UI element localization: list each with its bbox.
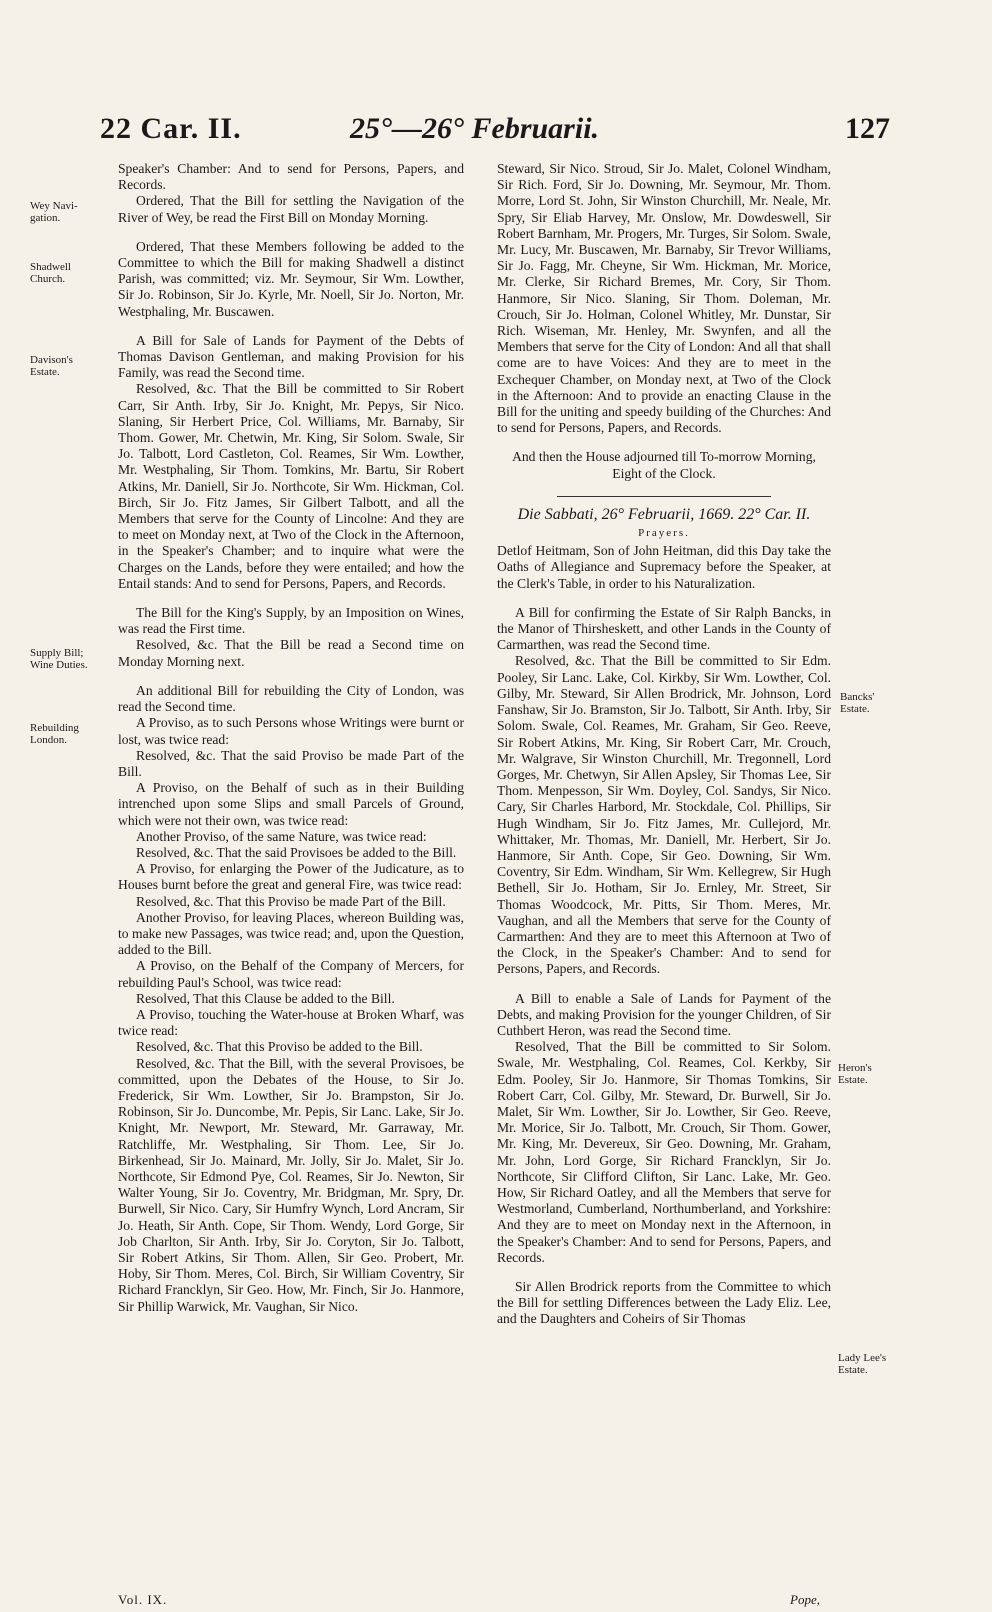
paragraph: Speaker's Chamber: And to send for Persons, Papers, and Records. <box>118 161 464 193</box>
paragraph: A Proviso, on the Behalf of such as in their Building intrenched upon some Slips and small Parcels of Ground, which were not their own, was twice read: <box>118 780 464 828</box>
running-header <box>100 112 890 156</box>
paragraph: Another Proviso, of the same Nature, was twice read: <box>136 828 427 844</box>
paragraph: A Proviso, for enlarging the Power of the Judicature, as to Houses burnt before the great and general Fire, was twice read: <box>118 861 464 893</box>
paragraph: Resolved, &c. That the Bill be committed to Sir Robert Carr, Sir Anth. Irby, Sir Jo. Knight, Mr. Pepys, Sir Nico. Slaning, Sir Herbert Price, Col. Williams, Mr. Barnaby, Sir Thom. Gower, Mr. Chetwin, Mr. King, Sir Solom. Swale, Sir Jo. Talbott, Lord Castleton, Col. Reames, Sir Wm. Lowther, Mr. Westphaling, Sir Thom. Tomkins, Mr. Bartu, Sir Robert Atkins, Mr. Daniell, Sir Jo. Northcote, Sir Wm. Hickman, Col. Birch, Sir Jo. Fitz James, Sir Gilbert Talbott, and all the Members that serve for the County of Lincolne: And they are to meet on Monday next, at Two of the Clock in the Afternoon, in the Speaker's Chamber; and to inquire what were the Charges on the Lands, before they were entailed; and how the Entail stands: And to send for Persons, Papers, and Records. <box>118 381 464 591</box>
section-divider <box>557 496 771 497</box>
paragraph: A Proviso, touching the Water-house at Broken Wharf, was twice read: <box>118 1006 464 1039</box>
page-number: 127 <box>845 112 890 145</box>
sitting-date-heading: Die Sabbati, 26° Februarii, 1669. 22° Car. II. <box>517 505 811 523</box>
paragraph: Resolved, &c. That the said Provisoes be added to the Bill. <box>136 844 457 860</box>
paragraph: Sir Allen Brodrick reports from the Committee to which the Bill for settling Differences between the Lady Eliz. Lee, and the Daughters and Coheirs of Sir Thomas <box>497 1279 831 1327</box>
margin-note-bancks: Bancks' Estate. <box>840 691 875 715</box>
paragraph: Resolved, &c. That the Bill, with the several Provisoes, be committed, upon the Debates of the House, to Sir Jo. Frederick, Sir Wm. Lowther, Sir Jo. Brampston, Sir Jo. Robinson, Sir Jo. Duncombe, Mr. Pepis, Sir Lanc. Lake, Sir Jo. Knight, Mr. Newport, Mr. Steward, Mr. Garraway, Mr. Ratchliffe, Mr. Westphaling, Sir Thom. Lee, Sir Jo. Birkenhead, Sir Jo. Mainard, Mr. Jolly, Sir Jo. Malet, Sir Jo. Northcote, Sir Edmond Pye, Col. Reames, Sir Jo. Newton, Sir Walter Young, Sir Jo. Coventry, Mr. Bridgman, Mr. Spry, Dr. Burwell, Sir Nico. Cary, Sir Humfry Wynch, Lord Ancram, Sir Jo. Heath, Sir Anth. Cope, Sir Thom. Wendy, Lord Gorge, Sir Job Charlton, Sir Anth. Irby, Sir Jo. Coryton, Sir Jo. Talbott, Sir Robert Atkins, Sir Thom. Allen, Sir Geo. Probert, Mr. Hoby, Sir Thom. Meres, Col. Birch, Sir William Coventry, Sir Richard Francklyn, Sir Geo. How, Mr. Finch, Sir Jo. Hanmore, Sir Phillip Warwick, Mr. Vaughan, Sir Nico. <box>118 1055 464 1314</box>
paragraph: A Proviso, as to such Persons whose Writings were burnt or lost, was twice read: <box>118 715 464 747</box>
catchword: Pope, <box>790 1592 820 1607</box>
header-dates: 25°—26° Februarii. <box>350 112 600 145</box>
paragraph: The Bill for the King's Supply, by an Imposition on Wines, was read the First time. <box>118 605 464 637</box>
prayers-heading: Prayers. <box>638 527 690 540</box>
paragraph: Ordered, That the Bill for settling the Navigation of the River of Wey, be read the First Bill on Monday Morning. <box>118 193 464 225</box>
paragraph: Resolved, That the Bill be committed to Sir Solom. Swale, Mr. Westphaling, Col. Reames, Col. Kerkby, Sir Edm. Pooley, Sir Jo. Hanmore, Sir Thomas Tomkins, Sir Robert Carr, Col. Gilby, Mr. Steward, Dr. Burwell, Sir Jo. Malet, Sir Wm. Lowther, Sir Jo. Lowther, Sir Geo. Reeve, Mr. Morice, Sir Jo. Talbott, Mr. Crouch, Sir Thom. Gower, Mr. King, Mr. Devereux, Sir Geo. Downing, Mr. Graham, Mr. John, Lord Gorge, Sir Richard Francklyn, Sir Jo. Northcote, Sir Clifford Clifton, Sir Lanc. Lake, Mr. Geo. How, Sir Richard Oatley, and all the Members that serve for Westmorland, Cumberland, Northumberland, and Yorkshire: And they are to meet on Monday next in the Afternoon, in the Speaker's Chamber: And to send for Persons, Papers, and Records. <box>497 1039 831 1265</box>
adjournment-note: And then the House adjourned till To-morrow Morning, Eight of the Clock. <box>512 449 816 481</box>
paragraph: Steward, Sir Nico. Stroud, Sir Jo. Malet, Colonel Windham, Sir Rich. Ford, Sir Jo. Downing, Mr. Seymour, Mr. Thom. Morre, Lord St. John, Sir Winston Churchill, Mr. Neale, Mr. Spry, Sir Eliab Harvey, Mr. Onslow, Mr. Dowdeswell, Sir Robert Barnham, Mr. Progers, Mr. Turges, Sir Solom. Swale, Mr. Lucy, Mr. Buscawen, Mr. Barnaby, Sir Trevor Williams, Sir Jo. Fagg, Mr. Cheyne, Sir Wm. Hickman, Mr. Morice, Mr. Clerke, Sir Richard Bremes, Mr. Cory, Sir Thom. Hanmore, Sir Nico. Slaning, Sir Thom. Doleman, Mr. Crouch, Sir Jo. Holman, Colonel Whitley, Mr. Dunstar, Sir Rich. Wiseman, Mr. Henley, Mr. Swynfen, and all the Members that serve for the City of London: And all that shall come are to have Voices: And they are to meet in the Exchequer Chamber, on Monday next, at Two of the Clock in the Afternoon: And to provide an enacting Clause in the Bill for the uniting and speedy building of the Churches: And to send for Persons, Papers, and Records. <box>497 161 831 436</box>
margin-note-wey: Wey Navi-gation. <box>30 200 78 224</box>
margin-note-london: Rebuilding London. <box>30 722 79 746</box>
margin-note-heron: Heron's Estate. <box>838 1062 872 1086</box>
paragraph: A Bill to enable a Sale of Lands for Payment of the Debts, and making Provision for the younger Children, of Sir Cuthbert Heron, was read the Second time. <box>497 990 831 1038</box>
paragraph: Ordered, That these Members following be added to the Committee to which the Bill for making Shadwell a distinct Parish, was committed; viz. Mr. Seymour, Sir Wm. Lowther, Sir Jo. Robinson, Sir Jo. Kyrle, Mr. Noell, Sir Jo. Norton, Mr. Westphaling, Mr. Buscawen. <box>118 238 464 319</box>
paragraph: Resolved, &c. That this Proviso be made Part of the Bill. <box>136 893 446 909</box>
header-reign: 22 Car. II. <box>100 112 242 145</box>
paragraph: A Bill for Sale of Lands for Payment of the Debts of Thomas Davison Gentleman, and making Provision for his Family, was read the Second time. <box>118 332 464 381</box>
paragraph: A Bill for confirming the Estate of Sir Ralph Bancks, in the Manor of Thirsheskett, and other Lands in the County of Carmarthen, was read the Second time. <box>497 604 831 653</box>
paragraph: Resolved, &c. That the said Proviso be made Part of the Bill. <box>118 747 464 779</box>
volume-footer: Vol. IX. <box>118 1592 168 1607</box>
paragraph: An additional Bill for rebuilding the City of London, was read the Second time. <box>118 682 464 715</box>
left-column <box>118 161 464 1315</box>
margin-note-lady-lee: Lady Lee's Estate. <box>838 1352 887 1376</box>
paragraph: Resolved, &c. That the Bill be read a Second time on Monday Morning next. <box>118 637 464 669</box>
paragraph: Resolved, &c. That the Bill be committed to Sir Edm. Pooley, Sir Lanc. Lake, Col. Kirkby, Sir Wm. Lowther, Col. Gilby, Mr. Steward, Sir Allen Brodrick, Mr. Johnson, Lord Fanshaw, Sir Jo. Bramston, Sir Jo. Talbott, Sir Anth. Irby, Sir Solom. Swale, Col. Reames, Mr. Graham, Sir Geo. Reeve, Sir Robert Atkins, Mr. King, Sir Robert Carr, Mr. Crouch, Mr. Walgrave, Sir Winston Churchill, Mr. Tregonnell, Lord Gorges, Mr. Chetwyn, Sir Allen Apsley, Sir Thomas Lee, Sir Thom. Menpesson, Sir Wm. Doyley, Col. Sandys, Sir Nico. Cary, Sir Charles Harbord, Mr. Stockdale, Col. Phillips, Sir Hugh Windham, Sir Jo. Fitz James, Mr. Cullejord, Mr. Whittaker, Mr. Thomas, Mr. Daniell, Mr. Herbert, Sir Jo. Hanmore, Sir Anth. Cope, Sir Geo. Downing, Sir Wm. Coventry, Sir Edm. Windham, Sir Wm. Kellegrew, Sir Hugh Bethell, Sir Jo. Hotham, Sir Jo. Ernley, Mr. Street, Sir Thomas Woodcock, Mr. Pitts, Sir Thom. Meres, Mr. Vaughan, and all the Members that serve for the County of Carmarthen: And they are to meet this Afternoon at Two of the Clock, in the Speaker's Chamber: And to send for Persons, Papers, and Records. <box>497 653 831 977</box>
paragraph: Resolved, That this Clause be added to the Bill. <box>136 990 395 1006</box>
paragraph: Resolved, &c. That this Proviso be added to the Bill. <box>136 1039 423 1055</box>
margin-note-supply: Supply Bill; Wine Duties. <box>30 647 88 671</box>
paragraph: Detlof Heitmam, Son of John Heitman, did this Day take the Oaths of Allegiance and Supremacy before the Speaker, at the Clerk's Table, in order to his Naturalization. <box>497 543 831 591</box>
margin-note-davison: Davison's Estate. <box>30 354 73 378</box>
right-column <box>497 161 831 1328</box>
margin-note-shadwell: Shadwell Church. <box>30 261 71 285</box>
paragraph: A Proviso, on the Behalf of the Company of Mercers, for rebuilding Paul's School, was twice read: <box>118 958 464 990</box>
paragraph: Another Proviso, for leaving Places, whereon Building was, to make new Passages, was twice read; and, upon the Question, added to the Bill. <box>118 909 464 958</box>
